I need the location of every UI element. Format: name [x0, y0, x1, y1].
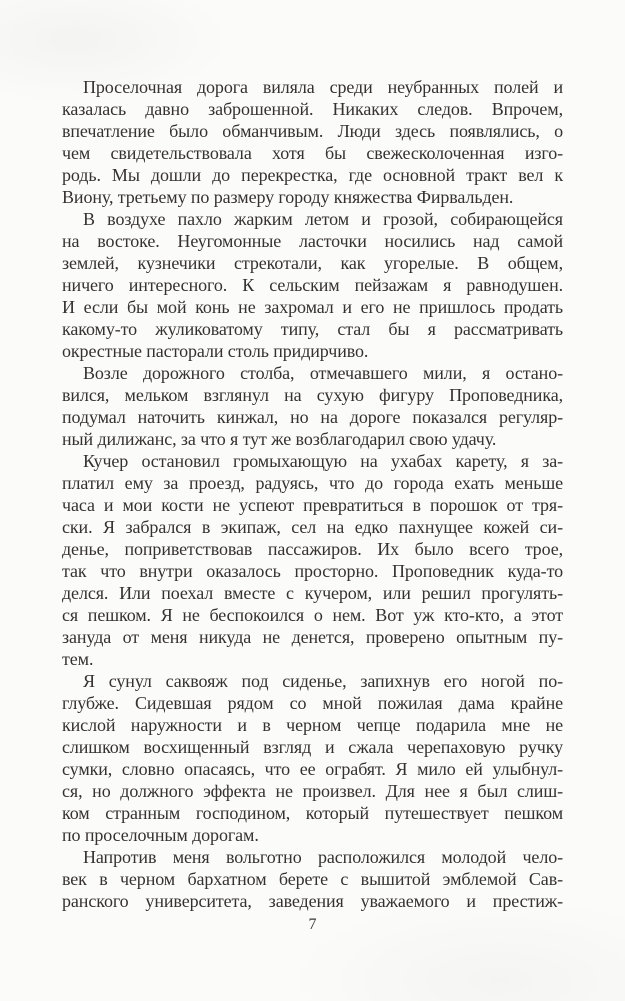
text-line: Возле дорожного столба, отмечавшего мили, я остано- [83, 363, 563, 383]
text-line: ранского университета, заведения уважаемого и престиж- [62, 891, 563, 911]
text-line: родь. Мы дошли до перекрестка, где основной тракт вел к [62, 165, 563, 185]
text-line: вился, мельком взглянул на сухую фигуру Проповедника, [62, 385, 563, 405]
text-line: Я сунул саквояж под сиденье, запихнув его ногой по- [83, 671, 563, 691]
text-line: подумал наточить кинжал, но на дороге показался регуляр- [62, 407, 563, 427]
paragraph-3 [62, 362, 563, 450]
paragraph-2 [62, 208, 563, 362]
text-line: ски. Я забрался в экипаж, сел на едко пахнущее кожей си- [62, 517, 563, 537]
text-line: Проселочная дорога виляла среди неубранных полей и [83, 77, 563, 97]
text-line: платил ему за проезд, радуясь, что до города ехать меньше [62, 473, 563, 493]
text-line: зануда от меня никуда не денется, проверено опытным пу- [62, 627, 563, 647]
text-line: ся, но должного эффекта не произвел. Для нее я был слиш- [62, 781, 563, 801]
text-line: ком странным господином, который путешествует пешком [62, 803, 563, 823]
text-line: так что внутри оказалось просторно. Проповедник куда-то [62, 561, 563, 581]
paragraph-6 [62, 846, 563, 912]
text-line: тем. [62, 649, 94, 669]
page-text-block [62, 76, 563, 912]
text-line: ничего интересного. К сельским пейзажам я равнодушен. [62, 275, 563, 295]
text-line: Кучер остановил громыхающую на ухабах карету, я за- [83, 451, 563, 471]
text-line: ся пешком. Я не беспокоился о нем. Вот уж кто-кто, а этот [62, 605, 563, 625]
text-line: делся. Или поехал вместе с кучером, или решил прогулять- [62, 583, 563, 603]
text-line: слишком восхищенный взгляд и сжала черепаховую ручку [62, 737, 563, 757]
text-line: век в черном бархатном берете с вышитой эмблемой Сав- [62, 869, 563, 889]
page-number: 7 [308, 916, 317, 933]
text-line: ный дилижанс, за что я тут же возблагодарил свою удачу. [62, 429, 497, 449]
text-line: чем свидетельствовала хотя бы свежесколоченная изго- [62, 143, 563, 163]
text-line: часа и мои кости не успеют превратиться в порошок от тря- [62, 495, 563, 515]
text-line: Напротив меня вольготно расположился молодой чело- [83, 847, 563, 867]
paragraph-1 [62, 76, 563, 208]
text-line: окрестные пасторали столь придирчиво. [62, 341, 369, 361]
text-line: денье, поприветствовав пассажиров. Их было всего трое, [62, 539, 563, 559]
text-line: какому-то жуликоватому типу, стал бы я рассматривать [62, 319, 563, 339]
paragraph-5 [62, 670, 563, 846]
text-line: сумки, словно опасаясь, что ее ограбят. Я мило ей улыбнул- [62, 759, 563, 779]
text-line: И если бы мой конь не захромал и его не пришлось продать [62, 297, 563, 317]
text-line: впечатление было обманчивым. Люди здесь появлялись, о [62, 121, 563, 141]
text-line: землей, кузнечики стрекотали, как угорелые. В общем, [62, 253, 563, 273]
paragraph-4 [62, 450, 563, 670]
text-line: казалась давно заброшенной. Никаких следов. Впрочем, [62, 99, 563, 119]
text-line: кислой наружности и в черном чепце подарила мне не [62, 715, 563, 735]
text-line: глубже. Сидевшая рядом со мной пожилая дама крайне [62, 693, 563, 713]
text-line: Виону, третьему по размеру городу княжества Фирвальден. [62, 187, 514, 207]
text-line: В воздухе пахло жарким летом и грозой, собирающейся [83, 209, 563, 229]
text-line: по проселочным дорогам. [62, 825, 259, 845]
text-line: на востоке. Неугомонные ласточки носились над самой [62, 231, 563, 251]
